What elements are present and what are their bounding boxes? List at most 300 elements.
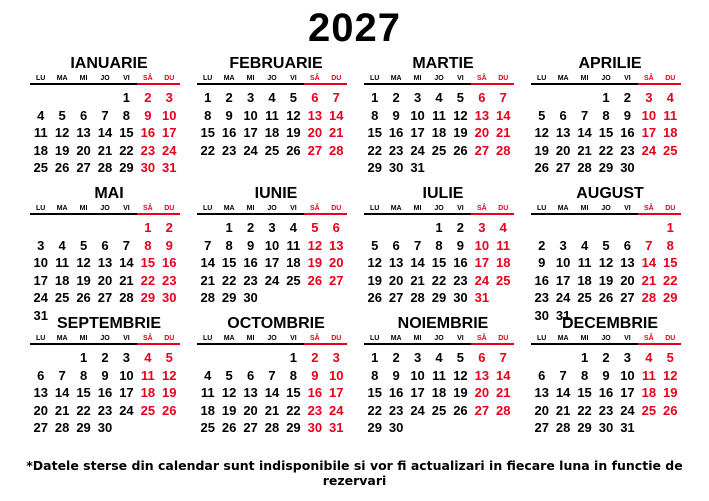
day-cell: 2 [311,350,319,365]
day-cell: 10 [620,367,635,383]
day-cell: 29 [140,290,156,305]
day-cell: 20 [33,402,48,418]
day-cell: 15 [663,255,678,270]
empty-cell [364,219,385,237]
day-cell: 6 [478,90,486,105]
weekday-label: JO [601,75,611,82]
day-cell: 24 [329,402,344,418]
day-cell: 6 [79,107,88,123]
month-name: OCTOMBRIE [227,315,325,332]
day-grid [30,349,180,437]
year-title: 2027 [308,6,401,50]
day-cell: 1 [371,90,379,105]
day-cell: 8 [204,107,212,123]
day-cell: 11 [432,107,446,123]
day-cell: 9 [602,367,610,383]
day-cell: 11 [641,367,656,383]
weekday-label: MI [580,75,589,82]
day-cell: 23 [307,402,323,418]
day-cell: 13 [555,125,571,140]
day-cell: 7 [101,107,109,123]
day-cell: 7 [122,237,131,253]
day-cell: 20 [243,402,258,418]
day-cell: 28 [54,420,70,435]
day-cell: 5 [602,237,610,253]
weekday-header [531,204,681,213]
day-cell: 19 [453,385,468,400]
day-cell: 5 [289,90,298,105]
empty-cell [552,89,573,107]
day-cell: 31 [474,290,490,305]
day-cell: 20 [97,272,113,288]
day-cell: 11 [663,107,678,123]
day-cell: 4 [37,107,45,123]
weekday-label: DU [665,205,676,212]
month-name: AUGUST [576,185,644,202]
day-cell: 19 [534,142,549,158]
weekday-label: MI [79,205,88,212]
month-name: IUNIE [254,185,298,202]
day-cell: 14 [200,255,215,270]
day-cell: 21 [496,385,511,400]
day-cell: 23 [453,272,468,288]
day-cell: 18 [264,125,280,140]
header-rule [531,213,681,215]
empty-cell [94,89,115,107]
day-cell: 15 [76,385,91,400]
day-cell: 25 [431,402,447,418]
weekday-label: LU [36,75,46,82]
weekday-label: MI [79,335,88,342]
day-cell: 22 [200,142,215,158]
weekday-label: JO [100,75,110,82]
day-cell: 15 [140,255,156,270]
day-cell: 18 [577,272,592,288]
weekday-header [364,334,514,343]
day-cell: 26 [221,420,237,435]
day-cell: 17 [162,125,177,140]
day-cell: 10 [474,237,490,253]
day-cell: 29 [598,160,614,175]
day-cell: 16 [243,255,258,270]
day-cell: 20 [555,142,571,158]
empty-cell [51,219,72,237]
day-cell: 26 [367,290,382,305]
weekday-label: SÂ [309,205,320,212]
month-name: NOIEMBRIE [397,315,489,332]
day-cell: 29 [286,420,301,435]
day-cell: 26 [54,160,70,175]
weekday-label: JO [267,205,277,212]
day-cell: 21 [264,402,280,418]
day-cell: 26 [534,160,549,175]
month-martie [364,54,514,184]
weekday-label: JO [434,75,444,82]
weekday-label: LU [203,205,213,212]
empty-cell [638,219,659,237]
day-cell: 12 [534,125,549,140]
day-cell: 24 [641,142,657,158]
day-cell: 20 [474,125,490,140]
weekday-label: MI [79,75,88,82]
day-cell: 1 [666,220,674,235]
weekday-label: VI [457,335,464,342]
day-cell: 12 [286,107,301,123]
day-cell: 2 [225,90,233,105]
day-cell: 17 [243,125,258,140]
day-cell: 4 [666,90,674,105]
day-cell: 5 [58,107,66,123]
month-name: FEBRUARIE [229,55,323,72]
day-cell: 16 [534,272,549,288]
weekday-label: SÂ [142,75,153,82]
day-cell: 3 [246,90,255,105]
day-cell: 14 [577,125,592,140]
day-cell: 19 [286,125,301,140]
day-cell: 9 [144,107,152,123]
header-rule [531,343,681,345]
empty-cell [240,349,261,367]
month-iunie [197,184,347,314]
weekday-label: SÂ [643,75,654,82]
weekday-label: MA [56,75,68,82]
day-cell: 10 [264,237,280,253]
day-cell: 30 [453,290,468,305]
day-cell: 16 [307,385,323,400]
weekday-label: DU [498,205,509,212]
day-grid [364,349,514,437]
month-octombrie [197,314,347,444]
weekday-label: MI [413,335,422,342]
day-cell: 13 [243,385,258,400]
day-cell: 17 [410,385,425,400]
day-cell: 23 [221,142,237,158]
day-cell: 24 [620,402,635,418]
weekday-header [531,334,681,343]
day-cell: 23 [162,272,177,288]
day-cell: 31 [33,307,48,323]
day-cell: 26 [598,290,614,305]
day-cell: 5 [225,367,233,383]
weekday-label: SÂ [476,75,487,82]
day-cell: 7 [268,367,276,383]
day-cell: 25 [641,402,657,418]
day-cell: 24 [243,142,258,158]
day-cell: 28 [410,290,425,305]
day-cell: 15 [431,255,447,270]
month-name: SEPTEMBRIE [56,315,161,332]
day-cell: 12 [162,367,177,383]
day-cell: 30 [620,160,635,175]
day-cell: 10 [119,367,134,383]
day-cell: 10 [410,107,425,123]
weekday-label: MA [56,335,68,342]
weekday-label: JO [434,205,444,212]
day-cell: 14 [329,107,344,123]
empty-cell [197,349,218,367]
day-cell: 23 [598,402,614,418]
day-grid [30,219,180,324]
header-rule [197,343,347,345]
empty-cell [51,89,72,107]
weekday-label: SÂ [309,75,320,82]
day-cell: 28 [329,142,344,158]
day-cell: 7 [413,237,422,253]
day-cell: 17 [474,255,490,270]
day-cell: 19 [598,272,614,288]
day-cell: 4 [645,350,653,365]
day-cell: 24 [474,272,490,288]
day-cell: 6 [478,350,486,365]
day-cell: 13 [33,385,48,400]
day-cell: 10 [641,107,657,123]
weekday-label: VI [290,205,297,212]
weekday-label: DU [665,335,676,342]
weekday-label: MI [413,205,422,212]
day-cell: 25 [33,160,48,175]
weekday-label: VI [290,335,297,342]
day-cell: 24 [33,290,48,305]
day-cell: 14 [119,255,134,270]
empty-cell [30,349,51,367]
header-rule [197,213,347,215]
day-cell: 8 [371,367,379,383]
day-cell: 21 [641,272,657,288]
weekday-label: JO [100,205,110,212]
day-grid [531,349,681,437]
header-rule [197,83,347,85]
day-cell: 22 [577,402,592,418]
weekday-label: VI [290,75,297,82]
weekday-label: LU [203,75,213,82]
day-cell: 19 [307,255,323,270]
weekday-label: VI [624,75,631,82]
day-cell: 27 [620,290,635,305]
day-cell: 16 [620,125,635,140]
day-cell: 19 [367,272,382,288]
day-cell: 31 [162,160,177,175]
day-cell: 8 [79,367,88,383]
day-cell: 9 [456,237,465,253]
footnote: *Datele sterse din calendar sunt indisponibile si vor fi actualizari in fiecare luna in functie de rezervari [26,458,683,488]
day-cell: 17 [641,125,657,140]
day-cell: 15 [577,385,592,400]
day-cell: 6 [538,367,546,383]
day-cell: 20 [474,385,490,400]
day-grid [197,219,347,307]
month-iulie [364,184,514,314]
day-cell: 29 [663,290,678,305]
day-cell: 2 [165,220,173,235]
day-cell: 1 [204,90,212,105]
day-cell: 8 [435,237,443,253]
day-cell: 30 [388,420,404,435]
weekday-label: SÂ [142,205,153,212]
day-cell: 4 [435,90,443,105]
day-cell: 4 [204,367,212,383]
weekday-label: JO [601,205,611,212]
day-cell: 3 [332,350,340,365]
day-cell: 8 [602,107,610,123]
day-cell: 30 [307,420,323,435]
day-cell: 12 [453,107,468,123]
day-cell: 27 [97,290,113,305]
day-cell: 8 [289,367,298,383]
day-cell: 25 [140,402,156,418]
day-cell: 26 [453,402,468,418]
day-cell: 1 [580,350,589,365]
weekday-label: MA [390,335,402,342]
weekday-header [30,334,180,343]
day-cell: 2 [602,350,610,365]
day-cell: 18 [140,385,156,400]
month-noiembrie [364,314,514,444]
day-cell: 3 [413,90,422,105]
day-cell: 5 [165,350,173,365]
month-name: MARTIE [412,55,474,72]
day-cell: 28 [641,290,657,305]
weekday-label: LU [36,205,46,212]
empty-cell [531,219,552,237]
day-cell: 29 [577,420,592,435]
day-cell: 12 [54,125,70,140]
weekday-label: JO [601,335,611,342]
empty-cell [197,219,218,237]
day-cell: 3 [623,350,632,365]
day-cell: 27 [243,420,258,435]
day-cell: 30 [243,290,258,305]
day-cell: 5 [311,220,319,235]
day-cell: 11 [200,385,215,400]
weekday-label: DU [331,205,342,212]
day-cell: 31 [329,420,344,435]
day-cell: 17 [119,385,134,400]
day-cell: 12 [598,255,614,270]
day-cell: 21 [555,402,571,418]
day-cell: 28 [496,402,511,418]
day-cell: 27 [474,142,490,158]
day-cell: 13 [474,367,490,383]
weekday-label: LU [370,75,380,82]
weekday-header [197,74,347,83]
header-rule [30,343,180,345]
header-rule [531,83,681,85]
month-septembrie [30,314,180,444]
weekday-label: SÂ [476,335,487,342]
weekday-label: MA [390,205,402,212]
day-cell: 5 [666,350,674,365]
month-august [531,184,681,323]
weekday-label: MA [557,335,569,342]
header-rule [364,343,514,345]
day-cell: 13 [388,255,404,270]
weekday-header [364,74,514,83]
month-mai [30,184,180,323]
weekday-label: LU [370,335,380,342]
day-cell: 4 [289,220,298,235]
empty-cell [552,219,573,237]
day-cell: 31 [555,307,571,323]
day-cell: 22 [431,272,447,288]
header-rule [364,83,514,85]
day-cell: 15 [286,385,301,400]
day-cell: 28 [577,160,592,175]
weekday-label: LU [370,205,380,212]
day-cell: 16 [388,385,404,400]
day-cell: 6 [311,90,319,105]
day-cell: 3 [559,237,567,253]
day-cell: 23 [140,142,156,158]
day-cell: 7 [332,90,340,105]
day-cell: 7 [645,237,653,253]
day-cell: 5 [456,90,465,105]
month-februarie [197,54,347,184]
day-cell: 8 [225,237,233,253]
day-cell: 8 [144,237,152,253]
day-cell: 9 [392,367,400,383]
day-cell: 17 [329,385,344,400]
day-cell: 20 [620,272,635,288]
weekday-label: SÂ [142,335,153,342]
day-cell: 20 [76,142,91,158]
day-cell: 29 [431,290,447,305]
weekday-label: MA [223,335,235,342]
day-cell: 17 [620,385,635,400]
day-cell: 19 [54,142,70,158]
weekday-label: VI [457,205,464,212]
day-cell: 2 [101,350,109,365]
empty-cell [51,349,72,367]
day-cell: 29 [76,420,91,435]
weekday-label: DU [164,205,175,212]
day-cell: 27 [76,160,91,175]
day-cell: 28 [200,290,215,305]
day-cell: 22 [286,402,301,418]
weekday-header [30,204,180,213]
day-cell: 22 [119,142,134,158]
empty-cell [407,219,428,237]
empty-cell [531,89,552,107]
header-rule [364,213,514,215]
day-cell: 9 [165,237,173,253]
weekday-label: LU [36,335,46,342]
day-cell: 23 [534,290,549,305]
day-cell: 21 [410,272,425,288]
weekday-label: VI [123,335,130,342]
weekday-label: VI [624,205,631,212]
day-cell: 2 [144,90,152,105]
weekday-header [531,74,681,83]
day-cell: 15 [367,385,382,400]
day-cell: 22 [221,272,237,288]
day-cell: 6 [392,237,400,253]
day-cell: 4 [580,237,589,253]
day-cell: 1 [371,350,379,365]
empty-cell [73,219,94,237]
day-cell: 14 [410,255,425,270]
weekday-label: VI [123,205,130,212]
day-cell: 23 [388,142,404,158]
weekday-header [197,334,347,343]
month-ianuarie [30,54,180,184]
day-cell: 17 [555,272,571,288]
header-rule [30,213,180,215]
day-cell: 16 [140,125,156,140]
day-cell: 6 [559,107,567,123]
day-cell: 5 [371,237,379,253]
empty-cell [30,89,51,107]
day-cell: 2 [538,237,546,253]
